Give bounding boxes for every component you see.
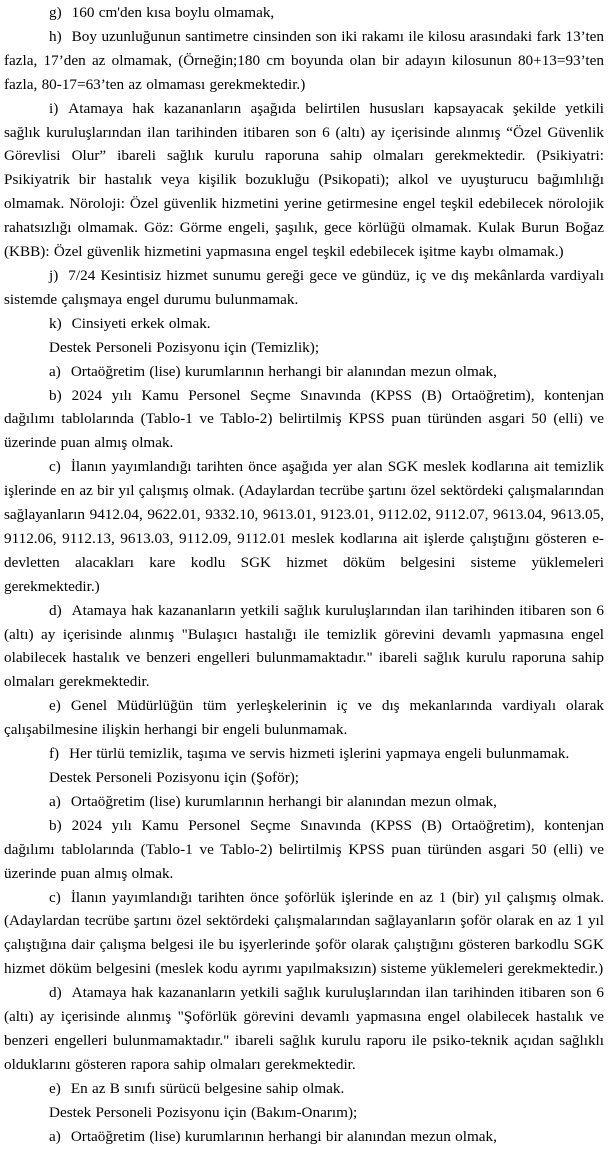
section-heading-bakim-onarim [4,1101,604,1125]
sofor-item-a [4,790,604,814]
section-heading-sofor [4,766,604,790]
sofor-item-d [4,981,604,1077]
temizlik-item-b [4,384,604,456]
item-k-label: k) [49,314,62,332]
sofor-item-c-label: c) [49,888,61,906]
item-g-text: 160 cm'den kısa boylu olmamak, [71,4,275,21]
bakim-onarim-item-a-label: a) [49,1127,61,1145]
sofor-item-e [4,1077,604,1101]
item-h-text: Boy uzunluğunun santimetre cinsinden son iki rakamı ile kilosu arasındaki fark 13’ten fazla, 17’den az olmamak, (Örneğin;180 cm boyunda olan bir adayın kilosunun 80+13=93’ten fazla, 80-17=63’ten az olmaması gerekmektedir.) [4,27,604,93]
temizlik-item-d-text: Atamaya hak kazananların yetkili sağlık kuruluşlarından ilan tarihinden itibaren son 6 (altı) ay içerisinde alınmış "Bulaşıcı hastalığı ile temizlik görevini devamlı yapmasına engel olabilecek hastalık ve benzeri engelleri bulunmamaktadır." ibareli sağlık kurulu raporuna sahip olmaları gerekmektedir. [4,601,604,691]
temizlik-item-c-text: İlanın yayımlandığı tarihten önce aşağıda yer alan SGK meslek kodlarına ait temizlik işlerinde en az bir yıl çalışmış olmak. (Adaylardan tecrübe şartını özel sektördeki çalışmalarından sağlayanların 9412.04, 9622.01, 9332.10, 9613.01, 9123.01, 9112.02, 9112.07, 9613.04, 9613.05, 9112.06, 9112.13, 9613.03, 9112.09, 9112.01 meslek kodlarına ait işlerde çalıştığını gösteren e-devletten alacakları kare kodlu SGK hizmet döküm belgesini sisteme yüklemeleri gerekmektedir.) [4,458,604,595]
item-h [4,25,604,97]
item-j-label: j) [49,266,59,284]
sofor-item-b-text: 2024 yılı Kamu Personel Seçme Sınavında (KPSS (B) Ortaöğretim), kontenjan dağılımı tablolarında (Tablo-1 ve Tablo-2) belirtilmiş KPSS puan türünden asgari 50 (elli) ve üzerinde puan almış olmak. [4,816,604,882]
bakim-onarim-item-a-text: Ortaöğretim (lise) kurumlarının herhangi bir alanından mezun olmak, [70,1127,497,1145]
temizlik-item-a [4,360,604,384]
temizlik-item-a-text: Ortaöğretim (lise) kurumlarının herhangi bir alanından mezun olmak, [70,362,497,380]
sofor-item-c [4,886,604,982]
temizlik-item-d [4,599,604,695]
item-g [4,1,604,25]
section-heading-bakim-onarim-text: Destek Personeli Pozisyonu için (Bakım-Onarım); [49,1103,358,1121]
temizlik-item-e-text: Genel Müdürlüğün tüm yerleşkelerinin iç ve dış mekanlarında vardiyalı olarak çalışabilmesine ilişkin herhangi bir engeli bulunmamak. [4,697,604,739]
temizlik-item-f [4,742,604,766]
section-heading-temizlik [4,336,604,360]
temizlik-item-a-label: a) [49,362,61,380]
section-heading-sofor-text: Destek Personeli Pozisyonu için (Şoför); [49,769,300,786]
sofor-item-d-text: Atamaya hak kazananların yetkili sağlık kuruluşlarından ilan tarihinden itibaren son 6 (altı) ay içerisinde alınmış "Şoförlük görevini devamlı yapmasına engel olabilecek hastalık ve benzeri engelleri bulunmamaktadır." ibareli sağlık kurulu raporu ile psiko-teknik açıdan sağlıklı olduklarını gösteren rapora sahip olmaları gerekmektedir. [4,984,604,1073]
sofor-item-a-text: Ortaöğretim (lise) kurumlarının herhangi bir alanından mezun olmak, [70,792,497,810]
temizlik-item-f-text: Her türlü temizlik, taşıma ve servis hizmeti işlerini yapmaya engeli bulunmamak. [69,745,570,763]
item-j-text: 7/24 Kesintisiz hizmet sunumu gereği gece ve gündüz, iç ve dış mekânlarda vardiyalı sistemde çalışmaya engel durumu bulunmamak. [4,266,604,308]
sofor-item-b [4,814,604,886]
item-g-label: g) [49,4,62,21]
sofor-item-d-label: d) [49,984,62,1002]
temizlik-item-e [4,694,604,742]
sofor-item-a-label: a) [49,792,61,810]
sofor-item-c-text: İlanın yayımlandığı tarihten önce şoförlük işlerinde en az 1 (bir) yıl çalışmış olmak. (Adaylardan tecrübe şartını özel sektördeki çalışmalarından sağlayanların şoför olarak en az 1 yıl çalıştığına dair çalışma belgesi ile bu işyerlerinde şoför olarak çalıştığını gösteren barkodlu SGK hizmet döküm belgesini (meslek kodu ayrımı yapılmaksızın) sisteme yüklemeleri gerekmektedir.) [4,888,604,978]
temizlik-item-d-label: d) [49,601,62,619]
item-i [4,97,604,264]
item-j [4,264,604,312]
item-k [4,312,604,336]
sofor-item-e-text: En az B sınıfı sürücü belgesine sahip olmak. [70,1079,345,1097]
temizlik-item-f-label: f) [49,745,60,763]
temizlik-item-b-text: 2024 yılı Kamu Personel Seçme Sınavında (KPSS (B) Ortaöğretim), kontenjan dağılımı tablolarında (Tablo-1 ve Tablo-2) belirtilmiş KPSS puan türünden asgari 50 (elli) ve üzerinde puan almış olmak. [4,386,604,452]
temizlik-item-e-label: e) [49,697,61,715]
bakim-onarim-item-a [4,1125,604,1149]
sofor-item-b-label: b) [49,816,62,834]
section-heading-temizlik-text: Destek Personeli Pozisyonu için (Temizlik); [49,338,320,356]
item-i-text: Atamaya hak kazananların aşağıda belirtilen hususları kapsayacak şekilde yetkili sağlık kuruluşlarından ilan tarihinden itibaren son 6 (altı) ay içerisinde alınmış “Özel Güvenlik Görevlisi Olur” ibareli sağlık kurulu raporuna sahip olmaları gerekmektedir. (Psikiyatri: Psikiyatrik bir hastalık veya kişilik bozukluğu (Psikopati); alkol ve uyuşturucu bağımlılığı olmamak. Nöroloji: Özel güvenlik hizmetini yerine getirmesine engel teşkil edebilecek nörolojik rahatsızlığı olmamak. Göz: Görme engeli, şaşılık, gece körlüğü olmamak. Kulak Burun Boğaz (KBB): Özel güvenlik hizmetini yapmasına engel teşkil edebilecek işitme kaybı olmamak.) [4,99,604,261]
temizlik-item-c [4,455,604,598]
temizlik-item-c-label: c) [49,458,61,476]
item-k-text: Cinsiyeti erkek olmak. [71,314,211,332]
sofor-item-e-label: e) [49,1079,61,1097]
item-i-label: i) [49,99,59,117]
item-h-label: h) [49,27,62,45]
temizlik-item-b-label: b) [49,386,62,404]
